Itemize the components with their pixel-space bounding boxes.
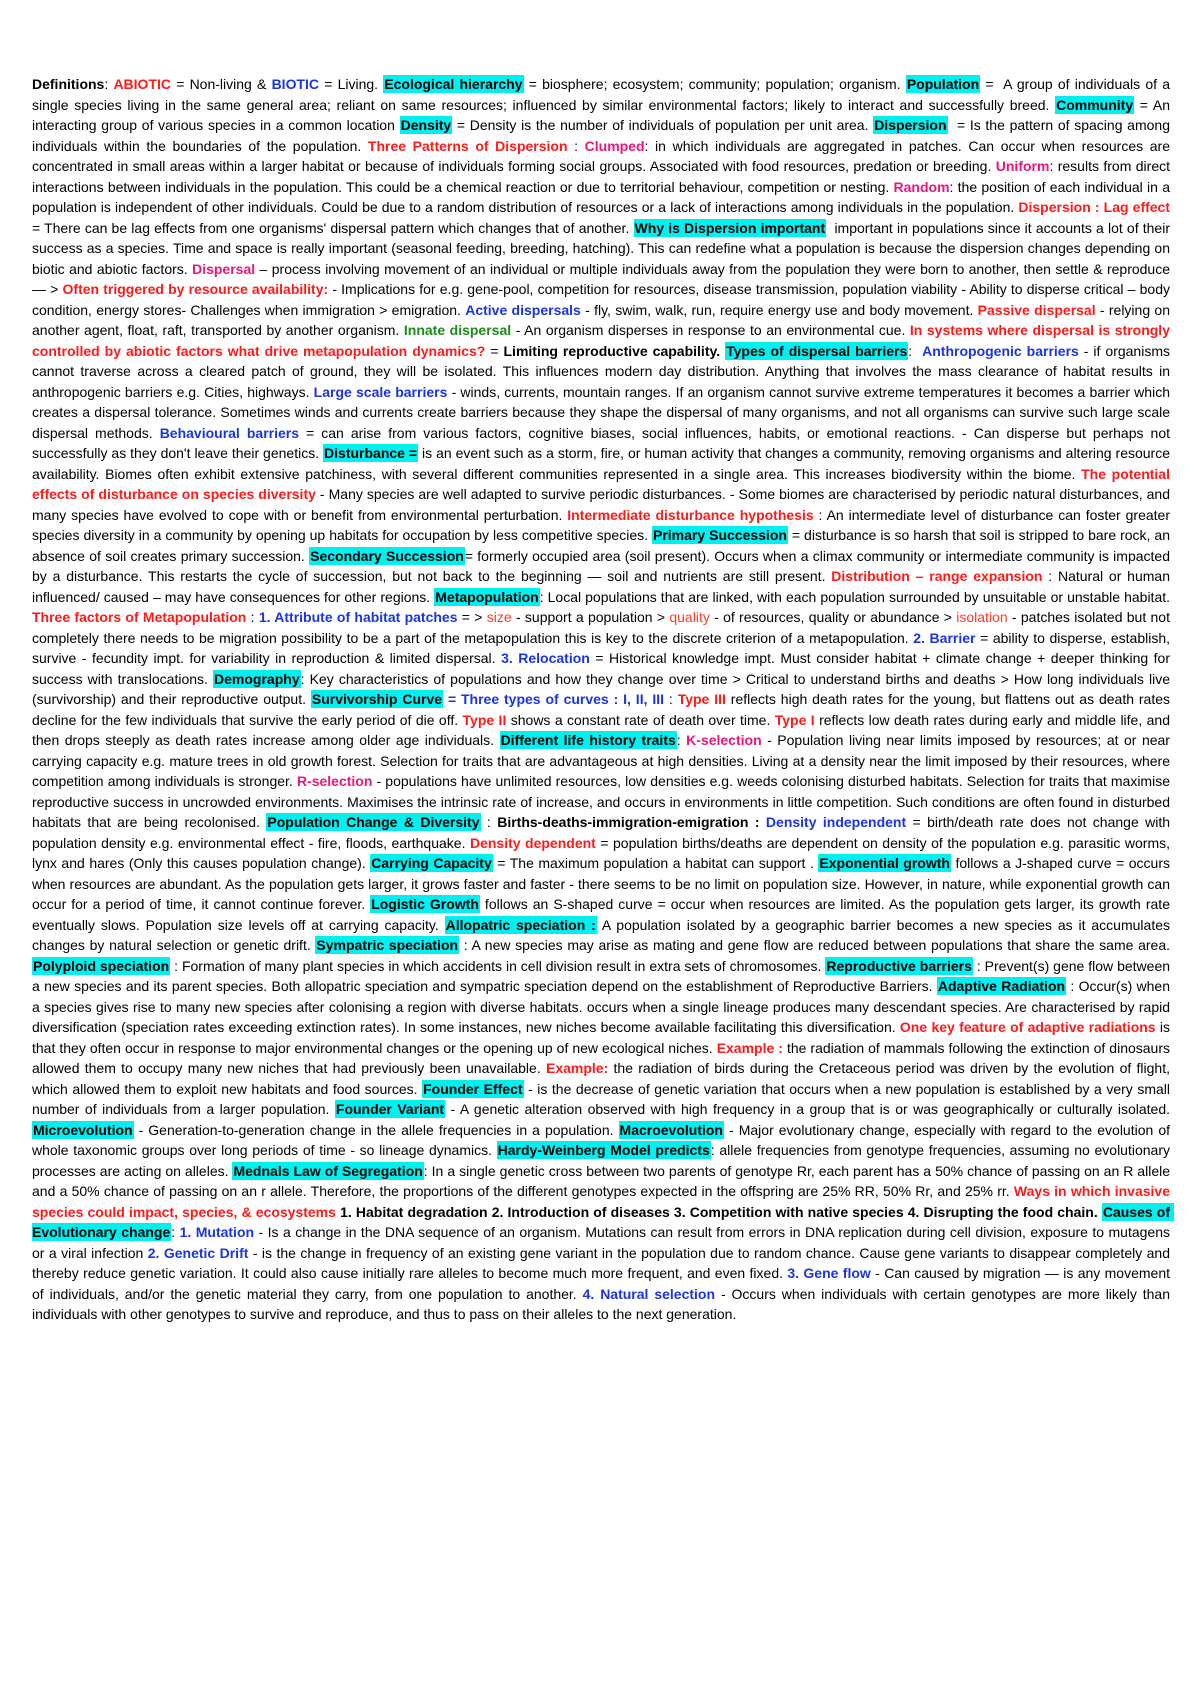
colored-heading: size [486,609,512,625]
text-run: = birth/death rate does not change with population density e.g. environmental effect - fire, floods, earthquake. [32,814,1174,851]
highlighted-term: Secondary Succession [310,547,464,564]
colored-heading: In systems where dispersal is strongly controlled by abiotic factors what drive metapopulation dynamics? [32,322,1174,359]
text-run: : An intermediate level of disturbance can foster greater species diversity in a community by opening up habitats for occupation by less competitive species. [32,506,1174,543]
colored-heading: Active dispersals [465,301,581,318]
colored-heading: Often triggered by resource availability: [62,281,329,297]
highlighted-term: Disturbance = [324,445,418,461]
text-run: reflects high death rates for the young, but flattens out as death rates decline for the few individuals that survive the early period of die off. [32,691,1174,728]
colored-heading: 4. Natural selection [582,1285,716,1302]
colored-heading: Density independent [765,814,907,830]
text-run: = An interacting group of various species in a common location [32,96,1174,133]
highlighted-term: Why is Dispersion important [634,219,826,236]
text-run: = disturbance is so harsh that soil is stripped to bare rock, an absence of soil creates primary succession. [32,527,1174,564]
text-run: : [664,691,678,707]
text-run: : [171,1224,180,1240]
colored-heading: Distribution – range expansion [831,568,1043,584]
highlighted-term: Population Change & Diversity [267,814,480,830]
text-run: follows a J-shaped curve = occurs when resources are abundant. As the population gets larger, it grows faster and faster - there seems to be no limit on population size. However, in nature, while exponential growth can occur for a period of time, it cannot continue forever. [32,855,1174,912]
colored-heading: Intermediate disturbance hypothesis [567,506,814,523]
colored-heading: K-selection [686,732,762,748]
highlighted-term: Different life history traits [500,732,676,748]
highlighted-term: Primary Succession [652,527,787,543]
text-run: = biosphere; ecosystem; community; population; organism. [523,76,906,92]
text-run: - patches isolated but not completely there needs to be migration possibility to be a part of the metapopulation this is key to the discrete criterion of a metapopulation. [32,609,1174,646]
text-run: : Key characteristics of populations and how they change over time > Critical to understand births and deaths > How long individuals live (survivorship) and their reproductive output. [32,670,1174,707]
text-run: reflects low death rates during early and middle life, and then drops steeply as death rates increase among older age individuals. [32,711,1174,748]
text-run: = > [457,609,487,625]
text-run: - of resources, quality or abundance > [709,609,957,625]
colored-heading: Anthropogenic barriers [922,342,1079,359]
colored-heading: 1. Mutation [179,1224,255,1240]
colored-heading: Example: [546,1060,609,1076]
highlighted-term: Founder Variant [335,1101,445,1117]
colored-heading: 1. Attribute of habitat patches [258,609,458,625]
text-run: = Is the pattern of spacing among individuals within the boundaries of the population. [32,117,1174,154]
text-run: - Occurs when individuals with certain genotypes are more likely than individuals with other genotypes to survive and reproduce, and thus to pass on their alleles to the next generation. [32,1285,1174,1322]
text-run: - winds, currents, mountain ranges. If an organism cannot survive extreme temperatures it becomes a barrier which creates a dispersal tolerance. Sometimes winds and currents create barriers because they shape the dispersal of many organisms, and not all organisms can survive such large scale dispersal methods. [32,383,1174,441]
text-run: - is the decrease of genetic variation that occurs when a new population is established by a very small number of individuals from a larger population. [32,1080,1174,1117]
highlighted-term: Demography [214,670,300,687]
colored-heading: Dispersal [192,260,256,277]
text-run: = The maximum population a habitat can support . [492,855,819,871]
text-run: : in which individuals are aggregated in patches. Can occur when resources are concentrated in small areas within a larger habitat or because of individuals forming social groups. Associated with food resources, predation or breeding. [32,137,1174,174]
highlighted-term: Types of dispersal barriers [726,342,908,359]
text-run: - Is a change in the DNA sequence of an organism. Mutations can result from errors in DNA replication during cell division, exposure to mutagens or a viral infection [32,1224,1174,1261]
highlighted-term: Dispersion [874,117,947,133]
highlighted-term: Logistic Growth [371,896,479,912]
text-run: : Formation of many plant species in which accidents in cell division result in extra sets of chromosomes. [170,957,826,974]
colored-heading: Uniform [995,158,1050,174]
colored-heading: Dispersion : Lag effect [1018,199,1170,215]
text-run: - relying on another agent, float, raft, transported by another organism. [32,301,1174,338]
colored-heading: Density dependent [469,834,596,851]
text-run: : results from direct interactions between individuals in the population. This could be a chemical reaction or due to territorial behaviour, competition or nesting. [32,158,1174,195]
highlighted-term: Founder Effect [423,1080,523,1097]
text-run: - An organism disperses in response to an environmental cue. [511,322,910,338]
text-run: - if organisms cannot traverse across a cleared patch of ground, they will be isolated. This influences modern day distribution. Anything that involves the mass clearance of habitat results in anthropogenic barriers e.g. Cities, highways. [32,342,1174,400]
highlighted-term: Allopatric speciation : [445,916,596,933]
text-run: = [485,342,504,359]
text-run: = There can be lag effects from one organisms' dispersal pattern which changes that of another. [32,199,1174,236]
colored-heading: Type III [677,691,726,707]
highlighted-term: Metapopulation [435,588,539,605]
text-run: : Local populations that are linked, with each population surrounded by unsuitable or unstable habitat. [539,588,1174,605]
notes-document [32,74,1174,1325]
bold-text: Limiting reproductive capability. [503,342,721,359]
highlighted-term: Hardy-Weinberg Model predicts [497,1142,710,1158]
bold-text: Births-deaths-immigration-emigration : [497,814,760,830]
highlighted-term: Mednals Law of Segregation [233,1162,423,1179]
text-run: shows a constant rate of death over time. [506,711,775,728]
text-run: A population isolated by a geographic barrier becomes a new species as it accumulates changes by natural selection or genetic drift. [32,916,1174,953]
text-run: : allele frequencies from genotype frequencies, assuming no evolutionary processes are acting on alleles. [32,1142,1174,1179]
highlighted-term: Causes of Evolutionary change [32,1203,1174,1240]
text-run: - Implications for e.g. gene-pool, competition for resources, disease transmission, population viability - Ability to disperse critical – body condition, energy stores- Challenges when immigration > emigration. [32,281,1174,318]
colored-heading: R-selection [296,773,373,789]
text-run: = formerly occupied area (soil present). Occurs when a climax community or intermediate community is impacted by a disturbance. This restarts the cycle of succession, but not back to the beginning — soil and nutrients are still present. [32,547,1174,584]
highlighted-term: Microevolution [33,1121,133,1138]
text-run: - support a population > [511,609,670,625]
highlighted-term: Reproductive barriers [826,957,972,974]
highlighted-term: Population [906,76,980,92]
colored-heading: The potential effects of disturbance on species diversity [32,465,1174,502]
text-run: the radiation of birds during the Cretaceous period was driven by the evolution of flight, which allowed them to exploit new habitats and food sources. [32,1060,1174,1097]
colored-heading: One key feature of adaptive radiations [899,1019,1156,1035]
text-run: : [676,732,687,748]
text-run: – process involving movement of an individual or multiple individuals away from the population they were born to another, then settle & reproduce — > [32,260,1174,297]
colored-heading: Large scale barriers [313,383,448,400]
text-run: = Density is the number of individuals of population per unit area. [452,117,874,133]
text-run: - A genetic alteration observed with high frequency in a group that is or was geographically or culturally isolated. [445,1101,1174,1117]
colored-heading: Ways in which invasive species could impact, species, & ecosystems [32,1183,1174,1220]
colored-heading: quality [669,609,710,625]
text-run: - Major evolutionary change, especially with regard to the evolution of whole taxonomic groups over long periods of time - so lineage dynamics. [32,1121,1174,1158]
text-run: - is the change in frequency of an existing gene variant in the population due to random chance. Cause gene variants to disappear completely and thereby reduce genetic variation. It could also cause initially rare alleles to become much more frequent, and even fixed. [32,1244,1174,1281]
text-run: : Occur(s) when a species gives rise to many new species after colonising a region with diverse habitats. occurs when a single lineage produces many descendant species. Are characterised by rapid diversification (speciation rates exceeding extinction rates). In some instances, new niches become available facilitating this diversification. [32,978,1174,1035]
colored-heading: Type I [774,711,815,728]
text-run: = Living. [319,76,384,92]
colored-heading: 2. Genetic Drift [147,1244,249,1261]
text-run: the radiation of mammals following the extinction of dinosaurs allowed them to occupy many new niches that had previously been unavailable. [32,1039,1174,1076]
colored-heading: Clumped [584,137,645,154]
highlighted-term: Ecological hierarchy [384,76,523,92]
text-run: = Non-living & [171,76,272,92]
text-run: : the position of each individual in a population is independent of other individuals. Could be due to a random distribution of resources or a lack of interactions among individuals in the population. [32,178,1174,215]
highlighted-term: Sympatric speciation [316,937,459,953]
text-run: : [908,342,923,359]
text-run: - fly, swim, walk, run, require energy use and body movement. [580,301,978,318]
colored-heading: Innate dispersal [403,322,512,338]
text-run: - populations have unlimited resources, low densities e.g. weeds colonising disturbed habitats. Selection for traits that maximise reproductive success in uncrowded environments. Maximises the intrinsic rate of increase, and occurs in environments in little competition. Such conditions are often found in disturbed habitats that are being recolonised. [32,773,1174,830]
highlighted-term: Macroevolution [619,1121,723,1138]
bold-text: Definitions [32,76,105,92]
text-run: follows an S-shaped curve = occur when resources are limited. As the population gets larger, its growth rate eventually slows. Population size levels off at carrying capacity. [32,896,1174,933]
colored-heading: isolation [956,609,1008,625]
colored-heading: Random [893,178,950,195]
text-run: : In a single genetic cross between two parents of genotype Rr, each parent has a 50% chance of passing on an R allele and a 50% chance of passing on an r allele. Therefore, the proportions of the different genotypes expected in the offspring are 25% RR, 50% Rr, and 25% rr. [32,1162,1174,1199]
highlighted-term: Exponential growth [819,855,950,871]
text-run: = population births/deaths are dependent on density of the population e.g. parasitic worms, lynx and hares (Only this causes population change). [32,834,1174,871]
highlighted-term: Polyploid speciation [33,957,170,974]
text-run: = A group of individuals of a single species living in the same general area; reliant on same resources; influenced by similar environmental factors; likely to interact and successfully breed. [32,76,1174,113]
bold-text: 1. Habitat degradation 2. Introduction of diseases 3. Competition with native species 4. Disrupting the food chain. [340,1203,1098,1220]
colored-heading: 2. Barrier [913,629,976,646]
text-run: is an event such as a storm, fire, or human activity that changes a community, removing organisms and altering resource availability. Biomes often exhibit extensive patchiness, with several different communities represented in a single area. This increases biodiversity within the biome. [32,445,1174,482]
text-run: : [104,76,114,92]
text-run: - Many species are well adapted to survive periodic disturbances. - Some biomes are characterised by periodic natural disturbances, and many species have evolved to cope with or benefit from environmental perturbation. [32,486,1174,523]
colored-heading: ABIOTIC [113,76,171,92]
text-run: = Historical knowledge impt. Must consider habitat + climate change + deeper thinking for success with translocations. [32,650,1174,687]
text-run: - Generation-to-generation change in the allele frequencies in a population. [133,1121,619,1138]
colored-heading: Passive dispersal [977,301,1096,318]
highlighted-term: Survivorship Curve [311,691,443,707]
colored-heading: BIOTIC [271,76,320,92]
text-run: important in populations since it accounts a lot of their success as a species. Time and space is really important (seasonal feeding, breeding, hatching). This can redefine what a population is because the dispersion changes depending on biotic and abiotic factors. [32,219,1174,277]
text-run: : A new species may arise as mating and gene flow are reduced between populations that share the same area. [459,937,1174,953]
colored-heading: Three factors of Metapopulation [32,609,247,625]
colored-heading: Three Patterns of Dispersion [367,137,568,154]
text-run: : Prevent(s) gene flow between a new species and its parent species. Both allopatric speciation and sympatric speciation depend on the establishment of Reproductive Barriers. [32,957,1174,994]
colored-heading: 3. Relocation [501,650,590,666]
text-run: = can arise from various factors, cognitive biases, social influences, habits, or emotional reactions. - Can disperse but perhaps not successfully as they don't leave their genetics. [32,424,1174,461]
colored-heading: Example : [716,1039,783,1056]
text-run: - Population living near limits imposed by resources; at or near carrying capacity e.g. mature trees in old growth forest. Selection for traits that are advantageous at high densities. Living at a density near the limit imposed by their resources, where competition among individuals is stronger. [32,732,1174,789]
highlighted-term: Carrying Capacity [371,855,492,871]
text-run: : [480,814,498,830]
colored-heading: = Three types of curves : I, II, III [447,691,665,707]
colored-heading: 3. Gene flow [787,1265,871,1281]
highlighted-term: Density [400,117,452,133]
text-run: = ability to disperse, establish, survive - fecundity impt. for variability in reproduction & limited dispersal. [32,629,1174,666]
highlighted-term: Adaptive Radiation [937,978,1066,994]
text-run: : [246,609,259,625]
colored-heading: Type II [462,711,507,728]
text-run: : Natural or human influenced/ caused – may have consequences for other regions. [32,568,1174,605]
highlighted-term: Community [1056,96,1134,113]
text-run: is that they often occur in response to major environmental changes or the opening up of new ecological niches. [32,1019,1174,1056]
text-run: - Can caused by migration — is any movement of individuals, and/or the genetic material they carry, from one population to another. [32,1265,1174,1302]
text-run: : [567,137,585,154]
colored-heading: Behavioural barriers [159,424,300,441]
